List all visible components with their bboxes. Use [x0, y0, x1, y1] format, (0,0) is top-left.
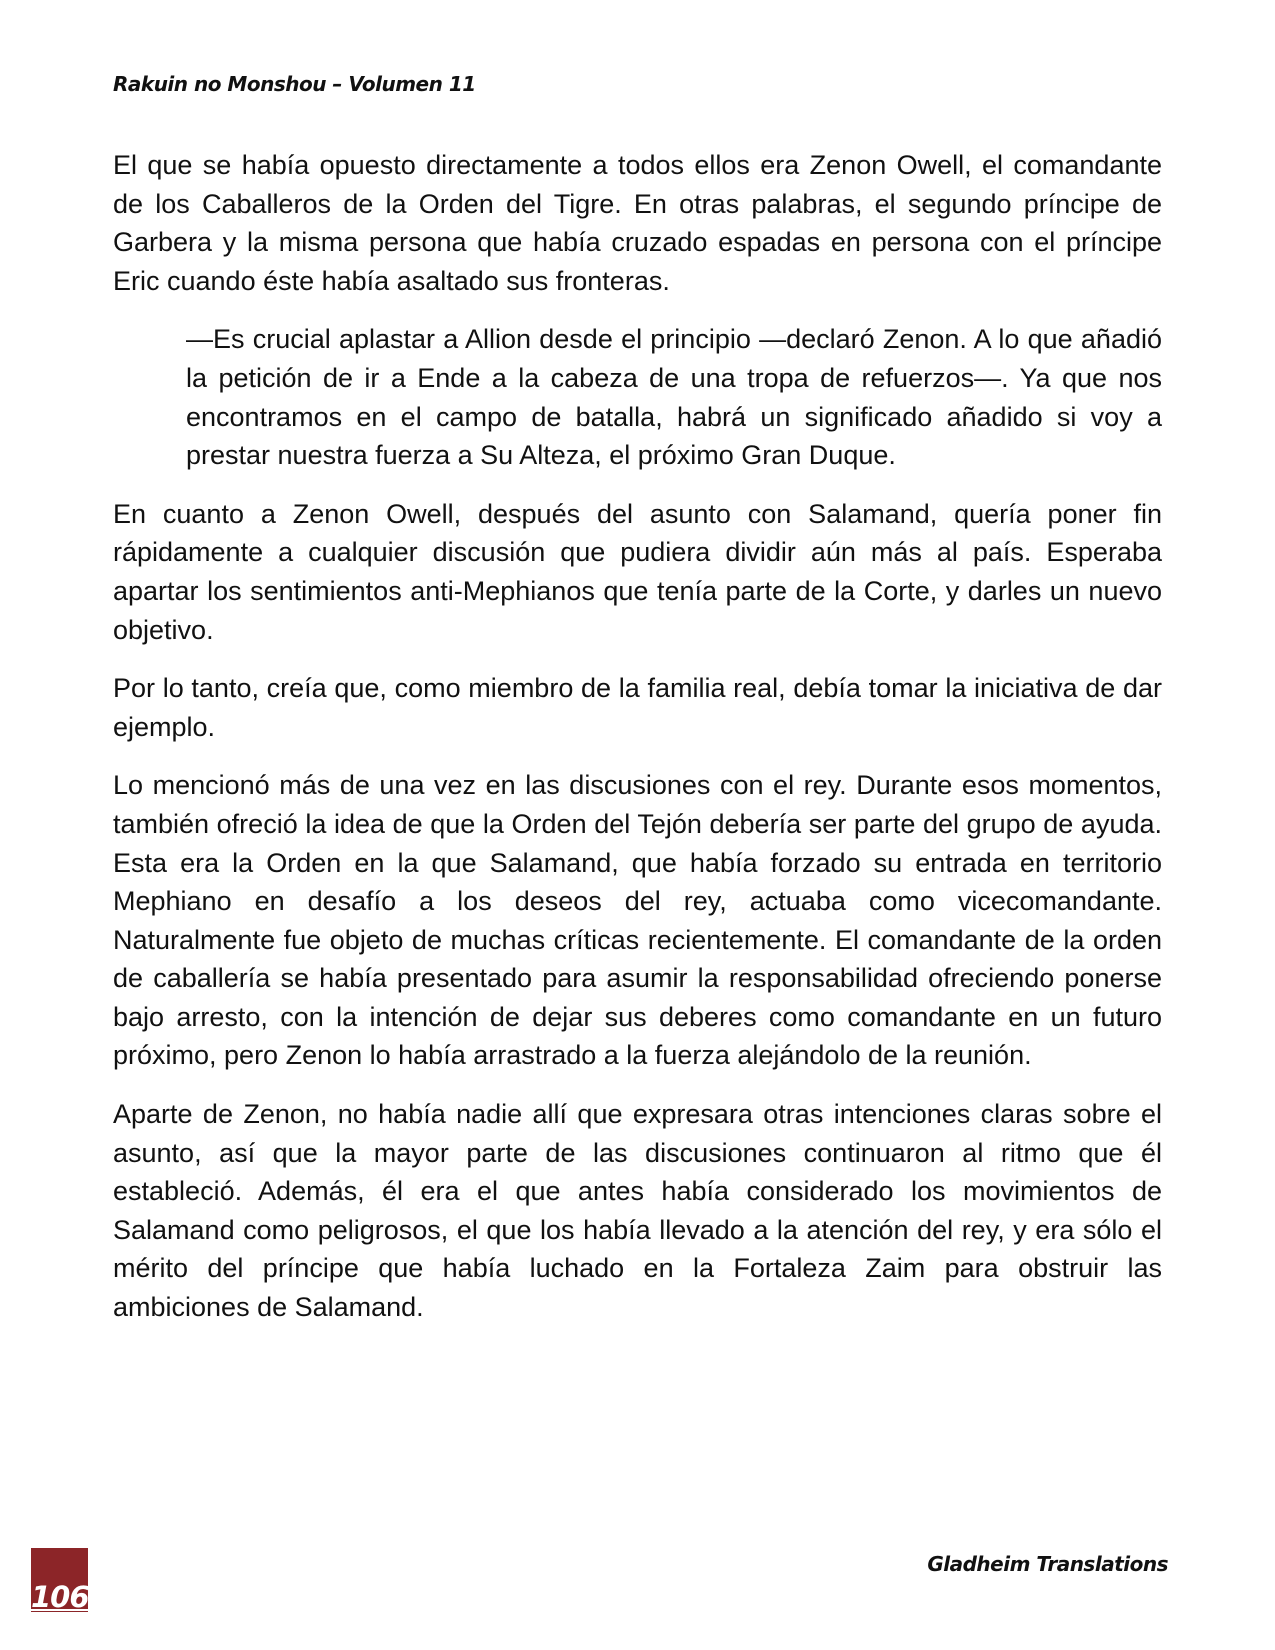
paragraph: Lo mencionó más de una vez en las discusiones con el rey. Durante esos momentos, también ofreció la idea de que la Orden del Tejón debería ser parte del grupo de ayuda. Esta era la Orden en la que Salamand, que había forzado su entrada en territorio Mephiano en desafío a los deseos del rey, actuaba como vicecomandante. Naturalmente fue objeto de muchas críticas recientemente. El comandante de la orden de caballería se había presentado para asumir la responsabilidad ofreciendo ponerse bajo arresto, con la intención de dejar sus deberes como comandante en un futuro próximo, pero Zenon lo había arrastrado a la fuerza alejándolo de la reunión. [113, 770, 1162, 1071]
paragraph: Por lo tanto, creía que, como miembro de la familia real, debía tomar la iniciativa de dar ejemplo. [113, 673, 1162, 742]
dialogue-paragraph: —Es crucial aplastar a Allion desde el principio —declaró Zenon. A lo que añadió la petición de ir a Ende a la cabeza de una tropa de refuerzos—. Ya que nos encontramos en el campo de batalla, habrá un significado añadido si voy a prestar nuestra fuerza a Su Alteza, el próximo Gran Duque. [186, 324, 1162, 471]
paragraph: En cuanto a Zenon Owell, después del asunto con Salamand, quería poner fin rápidamente a cualquier discusión que pudiera dividir aún más al país. Esperaba apartar los sentimientos anti-Mephianos que tenía parte de la Corte, y darles un nuevo objetivo. [113, 498, 1162, 645]
paragraph: El que se había opuesto directamente a todos ellos era Zenon Owell, el comandante de los Caballeros de la Orden del Tigre. En otras palabras, el segundo príncipe de Garbera y la misma persona que había cruzado espadas en persona con el príncipe Eric cuando éste había asaltado sus fronteras. [113, 150, 1162, 296]
footer-credit: Gladheim Translations [927, 1552, 1168, 1576]
paragraph: Aparte de Zenon, no había nadie allí que expresara otras intenciones claras sobre el asunto, así que la mayor parte de las discusiones continuaron al ritmo que él estableció. Además, él era el que antes había considerado los movimientos de Salamand como peligrosos, el que los había llevado a la atención del rey, y era sólo el mérito del príncipe que había luchado en la Fortaleza Zaim para obstruir las ambiciones de Salamand. [113, 1099, 1162, 1323]
document-body [113, 146, 1162, 1347]
page-number: 106 [31, 1580, 89, 1614]
page-header-title: Rakuin no Monshou – Volumen 11 [113, 72, 476, 96]
page-number-badge [31, 1548, 88, 1612]
